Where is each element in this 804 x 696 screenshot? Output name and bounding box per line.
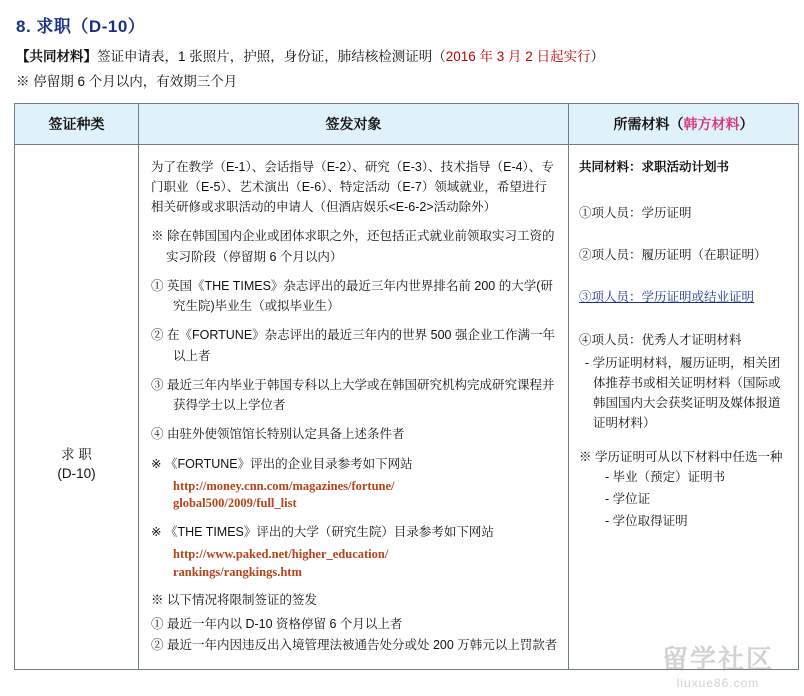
header-target: 签发对象 — [139, 103, 569, 144]
target-item-4: ④ 由驻外使领馆馆长特别认定具备上述条件者 — [151, 427, 405, 442]
times-url-line2[interactable]: rankings/rangkings.htm — [173, 564, 302, 579]
header-materials — [569, 103, 799, 144]
page-title — [16, 12, 794, 37]
materials-dash-list — [579, 467, 790, 533]
title-number: 8. — [16, 17, 32, 36]
materials-item-4-detail: - 学历证明材料，履历证明，相关团体推荐书或相关证明材料（国际或韩国国内大会获奖证明及媒体报道证明材料） — [585, 355, 781, 430]
fortune-url-block — [151, 478, 558, 513]
title-code: D-10 — [88, 17, 128, 36]
visa-kind-code: (D-10) — [57, 466, 96, 482]
watermark-domain: liuxue86.com — [676, 676, 760, 690]
common-materials-tail: ） — [590, 49, 605, 64]
cell-visa-kind — [15, 144, 139, 669]
table-header — [15, 103, 799, 144]
header-visa-kind: 签证种类 — [15, 103, 139, 144]
stay-period-note: ※ 停留期 6 个月以内，有效期三个月 — [16, 74, 238, 90]
restriction-heading: ※ 以下情况将限制签证的签发 — [151, 593, 317, 607]
materials-heading: 共同材料：求职活动计划书 — [579, 159, 730, 174]
cell-materials — [569, 144, 799, 669]
fortune-url-line1[interactable]: http://money.cnn.com/magazines/fortune/ — [173, 478, 395, 493]
common-materials-red-note: 2016 年 3 月 2 日起实行 — [445, 49, 591, 64]
materials-item-4: ④项人员：优秀人才证明材料 — [579, 332, 742, 347]
header-materials-korean: 韩方材料 — [683, 115, 740, 132]
header-materials-main: 所需材料（ — [613, 115, 684, 132]
cell-target — [139, 144, 569, 669]
materials-dash-1: - 毕业（预定）证明书 — [605, 470, 726, 484]
common-materials-label: 【共同材料】 — [16, 49, 97, 64]
materials-item-1: ①项人员：学历证明 — [579, 205, 692, 220]
materials-dash-2: - 学位证 — [605, 491, 651, 506]
fortune-url-line2[interactable]: global500/2009/full_list — [173, 496, 297, 511]
title-text: 求职（ — [31, 17, 89, 36]
target-paragraph-main: 为了在教学（E-1）、会话指导（E-2）、研究（E-3）、技术指导（E-4）、专门职业（E-5）、艺术演出（E-6）、特定活动（E-7）领域就业，希望进行相关研修或求职活动的申请人（但酒店娱乐<E-6-2>活动除外） — [151, 159, 554, 214]
target-item-3: ③ 最近三年内毕业于韩国专科以上大学或在韩国研究机构完成研究课程并获得学士以上学位者 — [151, 377, 555, 412]
visa-table — [14, 103, 799, 670]
visa-kind-name: 求 职 — [61, 446, 92, 462]
restriction-item-2: ② 最近一年内因违反出入境管理法被通告处分或处 200 万韩元以上罚款者 — [151, 637, 558, 652]
title-tail: ） — [127, 17, 146, 36]
header-materials-tail: ） — [739, 115, 754, 132]
times-url-block — [151, 546, 558, 581]
materials-item-3: ③项人员：学历证明或结业证明 — [579, 290, 755, 305]
watermark-text: 留学社区 — [661, 644, 774, 674]
target-note-times: ※ 《THE TIMES》评出的大学（研究生院）目录参考如下网站 — [151, 524, 494, 539]
restriction-item-1: ① 最近一年内以 D-10 资格停留 6 个月以上者 — [151, 617, 403, 632]
times-url-line1[interactable]: http://www.paked.net/higher_education/ — [173, 547, 389, 561]
materials-note: ※ 学历证明可从以下材料中任选一种 — [579, 449, 783, 464]
target-item-1: ① 英国《THE TIMES》杂志评出的最近三年内世界排名前 200 的大学(研究生院)毕业生（或拟毕业生） — [151, 278, 553, 313]
target-note-internship: ※ 除在韩国国内企业或团体求职之外，还包括正式就业前领取实习工资的实习阶段（停留期 6 个月以内） — [151, 229, 555, 264]
table-header-row — [15, 103, 799, 144]
common-materials-body: 签证申请表，1 张照片，护照，身份证，肺结核检测证明（ — [97, 49, 446, 64]
common-materials-line — [16, 47, 794, 67]
table-row — [15, 144, 799, 669]
materials-dash-3: - 学位取得证明 — [605, 513, 688, 528]
table-body — [15, 144, 799, 669]
target-item-2: ② 在《FORTUNE》杂志评出的最近三年内的世界 500 强企业工作满一年以上者 — [151, 328, 555, 363]
materials-item-2: ②项人员：履历证明（在职证明） — [579, 248, 767, 262]
target-note-fortune: ※ 《FORTUNE》评出的企业目录参考如下网站 — [151, 456, 413, 471]
